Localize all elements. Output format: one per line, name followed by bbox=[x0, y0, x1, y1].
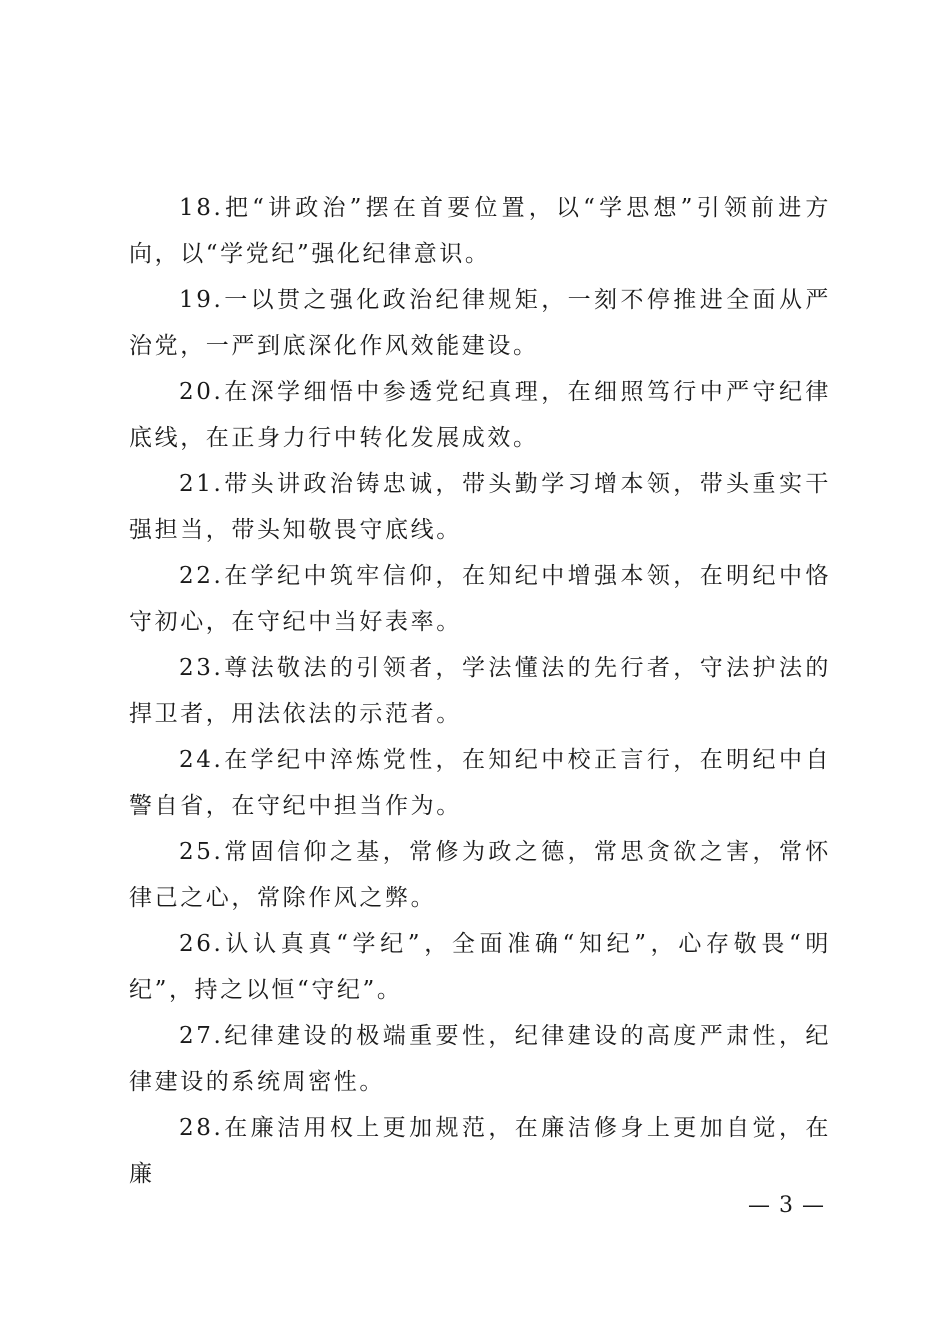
paragraph-25: 25.常固信仰之基，常修为政之德，常思贪欲之害，常怀律己之心，常除作风之弊。 bbox=[129, 839, 831, 911]
paragraph-28: 28.在廉洁用权上更加规范，在廉洁修身上更加自觉，在廉 bbox=[129, 1115, 831, 1187]
paragraph-27: 27.纪律建设的极端重要性，纪律建设的高度严肃性，纪律建设的系统周密性。 bbox=[129, 1023, 831, 1095]
page-number: — 3 — bbox=[748, 1193, 825, 1218]
paragraph-26: 26.认认真真“学纪”，全面准确“知纪”，心存敬畏“明纪”，持之以恒“守纪”。 bbox=[129, 931, 831, 1003]
paragraph-22: 22.在学纪中筑牢信仰，在知纪中增强本领，在明纪中恪守初心，在守纪中当好表率。 bbox=[129, 563, 831, 635]
paragraph-21: 21.带头讲政治铸忠诚，带头勤学习增本领，带头重实干强担当，带头知敬畏守底线。 bbox=[129, 471, 831, 543]
paragraph-24: 24.在学纪中淬炼党性，在知纪中校正言行，在明纪中自警自省，在守纪中担当作为。 bbox=[129, 747, 831, 819]
paragraph-23: 23.尊法敬法的引领者，学法懂法的先行者，守法护法的捍卫者，用法依法的示范者。 bbox=[129, 655, 831, 727]
paragraph-20: 20.在深学细悟中参透党纪真理，在细照笃行中严守纪律底线，在正身力行中转化发展成效。 bbox=[129, 379, 831, 451]
paragraph-19: 19.一以贯之强化政治纪律规矩，一刻不停推进全面从严治党，一严到底深化作风效能建设。 bbox=[129, 287, 831, 359]
document-body bbox=[129, 185, 831, 1197]
paragraph-18: 18.把“讲政治”摆在首要位置，以“学思想”引领前进方向，以“学党纪”强化纪律意识。 bbox=[129, 195, 831, 267]
